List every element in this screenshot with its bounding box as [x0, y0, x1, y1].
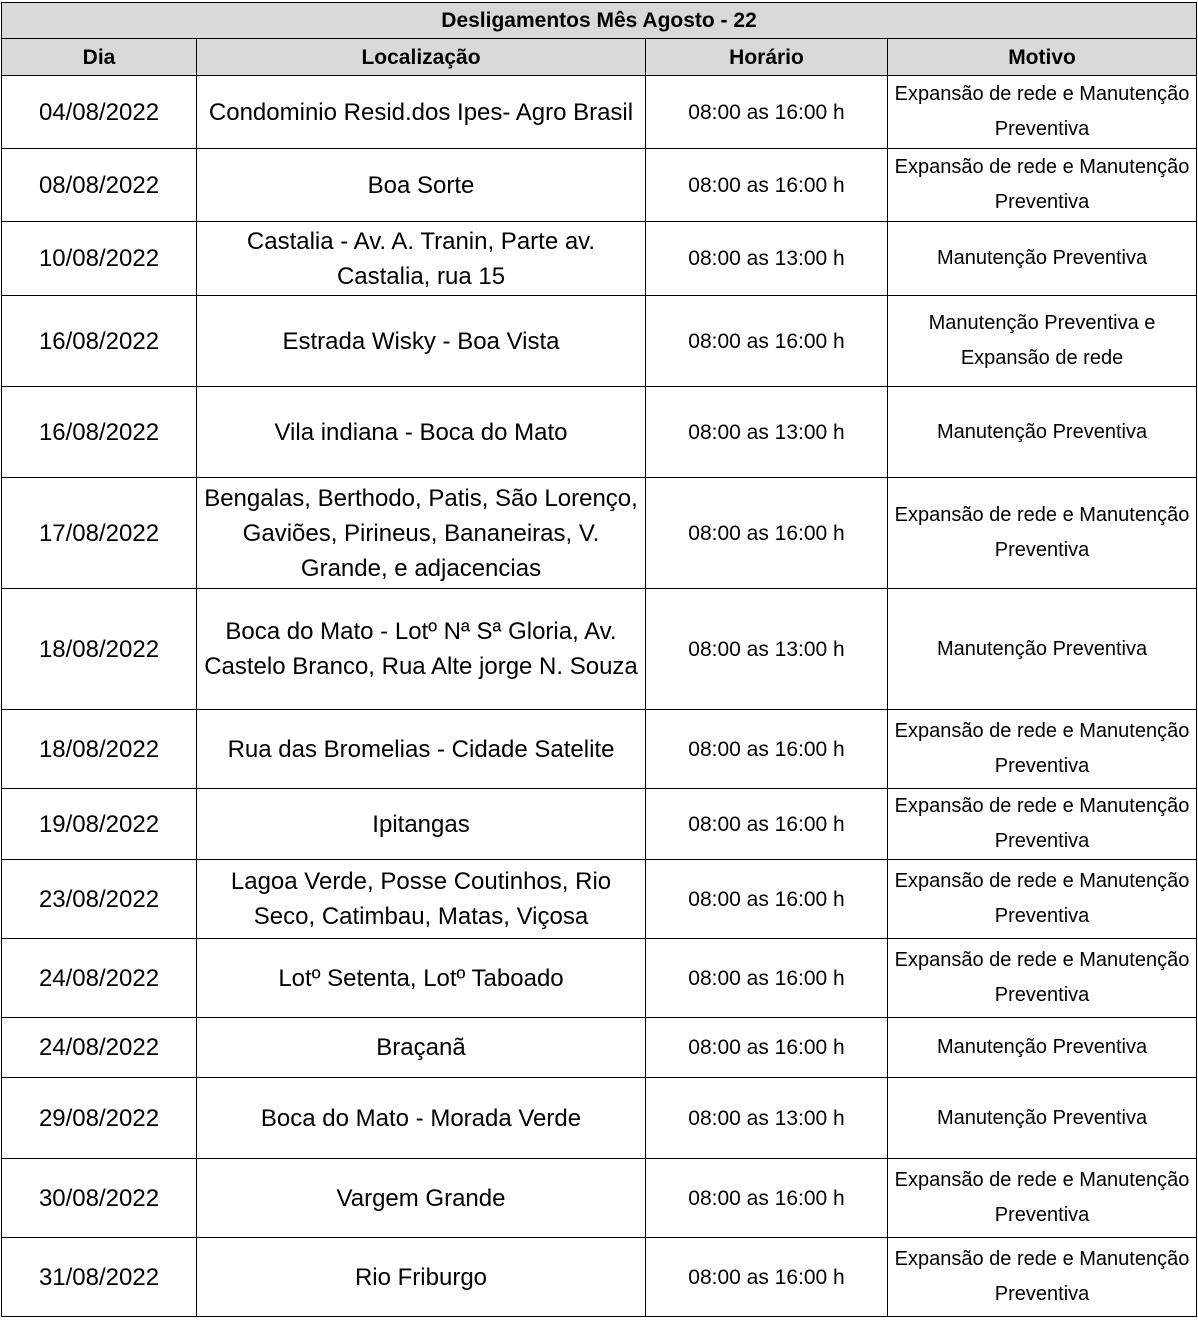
outage-schedule-table	[1, 2, 1197, 1317]
cell-dia: 19/08/2022	[2, 789, 197, 860]
cell-dia: 30/08/2022	[2, 1159, 197, 1238]
cell-localizacao: Estrada Wisky - Boa Vista	[197, 296, 646, 387]
table-row	[2, 478, 1197, 589]
cell-motivo: Expansão de rede e Manutenção Preventiva	[888, 789, 1197, 860]
cell-motivo: Expansão de rede e Manutenção Preventiva	[888, 149, 1197, 222]
table-row	[2, 789, 1197, 860]
cell-localizacao: Lotº Setenta, Lotº Taboado	[197, 939, 646, 1018]
table-row	[2, 387, 1197, 478]
cell-horario: 08:00 as 13:00 h	[646, 387, 888, 478]
cell-localizacao: Rua das Bromelias - Cidade Satelite	[197, 710, 646, 789]
cell-localizacao: Rio Friburgo	[197, 1238, 646, 1317]
cell-dia: 24/08/2022	[2, 939, 197, 1018]
table-row	[2, 296, 1197, 387]
cell-horario: 08:00 as 16:00 h	[646, 296, 888, 387]
cell-dia: 29/08/2022	[2, 1078, 197, 1159]
cell-localizacao: Castalia - Av. A. Tranin, Parte av. Castalia, rua 15	[197, 222, 646, 296]
cell-horario: 08:00 as 16:00 h	[646, 1018, 888, 1078]
cell-dia: 23/08/2022	[2, 860, 197, 939]
table-title: Desligamentos Mês Agosto - 22	[2, 3, 1197, 39]
cell-motivo: Manutenção Preventiva	[888, 387, 1197, 478]
cell-motivo: Expansão de rede e Manutenção Preventiva	[888, 478, 1197, 589]
cell-horario: 08:00 as 16:00 h	[646, 76, 888, 149]
cell-dia: 04/08/2022	[2, 76, 197, 149]
cell-dia: 31/08/2022	[2, 1238, 197, 1317]
table-row	[2, 1078, 1197, 1159]
cell-horario: 08:00 as 16:00 h	[646, 710, 888, 789]
cell-dia: 18/08/2022	[2, 710, 197, 789]
table-row	[2, 1159, 1197, 1238]
cell-localizacao: Bengalas, Berthodo, Patis, São Lorenço, Gaviões, Pirineus, Bananeiras, V. Grande, e adjacencias	[197, 478, 646, 589]
header-motivo: Motivo	[888, 39, 1197, 76]
table-row	[2, 710, 1197, 789]
title-row	[2, 3, 1197, 39]
cell-dia: 10/08/2022	[2, 222, 197, 296]
cell-horario: 08:00 as 13:00 h	[646, 222, 888, 296]
header-dia: Dia	[2, 39, 197, 76]
cell-dia: 18/08/2022	[2, 589, 197, 710]
cell-horario: 08:00 as 16:00 h	[646, 939, 888, 1018]
cell-localizacao: Condominio Resid.dos Ipes- Agro Brasil	[197, 76, 646, 149]
cell-horario: 08:00 as 16:00 h	[646, 478, 888, 589]
cell-motivo: Expansão de rede e Manutenção Preventiva	[888, 710, 1197, 789]
cell-dia: 16/08/2022	[2, 296, 197, 387]
cell-localizacao: Boca do Mato - Lotº Nª Sª Gloria, Av. Castelo Branco, Rua Alte jorge N. Souza	[197, 589, 646, 710]
cell-localizacao: Vargem Grande	[197, 1159, 646, 1238]
cell-dia: 16/08/2022	[2, 387, 197, 478]
cell-horario: 08:00 as 13:00 h	[646, 1078, 888, 1159]
cell-localizacao: Vila indiana - Boca do Mato	[197, 387, 646, 478]
cell-dia: 08/08/2022	[2, 149, 197, 222]
cell-horario: 08:00 as 16:00 h	[646, 1238, 888, 1317]
cell-motivo: Manutenção Preventiva	[888, 1018, 1197, 1078]
table-row	[2, 589, 1197, 710]
cell-localizacao: Braçanã	[197, 1018, 646, 1078]
cell-motivo: Expansão de rede e Manutenção Preventiva	[888, 1238, 1197, 1317]
table-row	[2, 1018, 1197, 1078]
cell-dia: 17/08/2022	[2, 478, 197, 589]
table-row	[2, 1238, 1197, 1317]
table-row	[2, 149, 1197, 222]
cell-motivo: Expansão de rede e Manutenção Preventiva	[888, 76, 1197, 149]
cell-motivo: Expansão de rede e Manutenção Preventiva	[888, 1159, 1197, 1238]
table-row	[2, 939, 1197, 1018]
cell-horario: 08:00 as 13:00 h	[646, 589, 888, 710]
header-localizacao: Localização	[197, 39, 646, 76]
cell-horario: 08:00 as 16:00 h	[646, 1159, 888, 1238]
cell-motivo: Manutenção Preventiva	[888, 222, 1197, 296]
header-horario: Horário	[646, 39, 888, 76]
cell-localizacao: Boa Sorte	[197, 149, 646, 222]
cell-motivo: Manutenção Preventiva	[888, 589, 1197, 710]
table-row	[2, 76, 1197, 149]
cell-localizacao: Ipitangas	[197, 789, 646, 860]
cell-localizacao: Lagoa Verde, Posse Coutinhos, Rio Seco, Catimbau, Matas, Viçosa	[197, 860, 646, 939]
cell-horario: 08:00 as 16:00 h	[646, 860, 888, 939]
cell-motivo: Expansão de rede e Manutenção Preventiva	[888, 939, 1197, 1018]
table-row	[2, 222, 1197, 296]
cell-motivo: Expansão de rede e Manutenção Preventiva	[888, 860, 1197, 939]
table-row	[2, 860, 1197, 939]
header-row	[2, 39, 1197, 76]
cell-horario: 08:00 as 16:00 h	[646, 789, 888, 860]
cell-horario: 08:00 as 16:00 h	[646, 149, 888, 222]
cell-localizacao: Boca do Mato - Morada Verde	[197, 1078, 646, 1159]
cell-dia: 24/08/2022	[2, 1018, 197, 1078]
cell-motivo: Manutenção Preventiva	[888, 1078, 1197, 1159]
cell-motivo: Manutenção Preventiva e Expansão de rede	[888, 296, 1197, 387]
